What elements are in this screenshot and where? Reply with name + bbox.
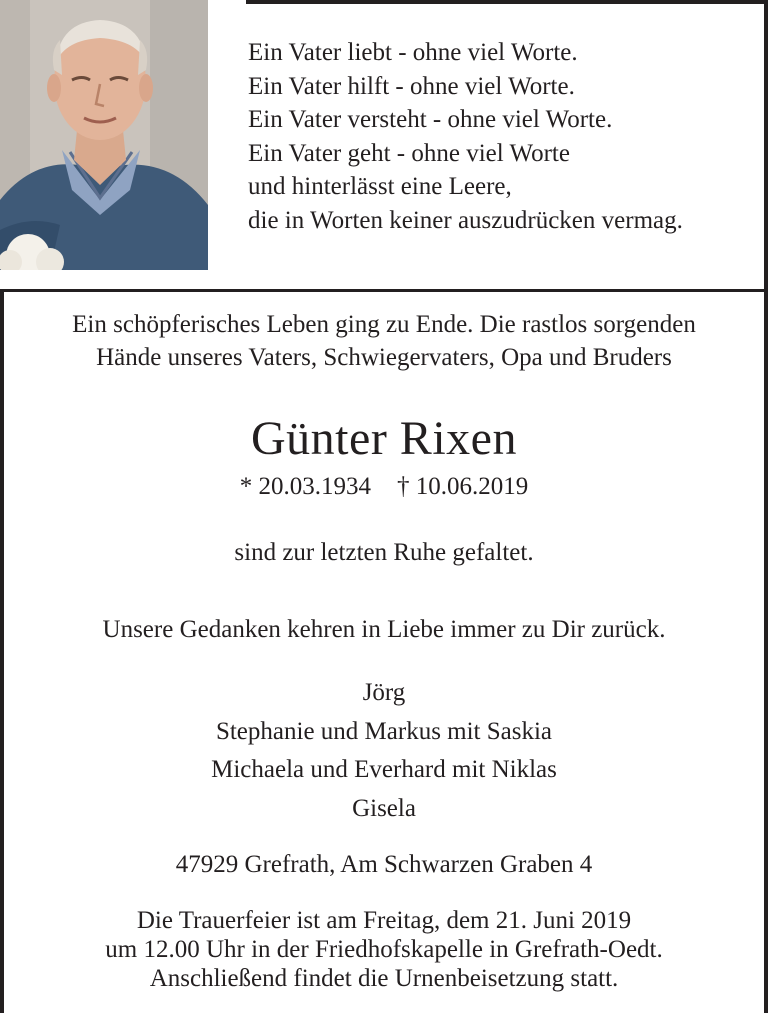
intro-line: Ein schöpferisches Leben ging zu Ende. Die rastlos sorgenden [72,311,696,338]
intro-line: Hände unseres Vaters, Schwiegervaters, Opa und Bruders [96,344,672,371]
family-list [4,674,764,828]
portrait-photo [0,0,208,270]
life-dates [4,470,764,503]
poem-line: Ein Vater liebt - ohne viel Worte. [248,39,578,66]
poem-line: und hinterlässt eine Leere, [248,173,512,200]
frame-line-top [246,0,768,4]
family-member: Jörg [362,679,406,706]
death-date: † 10.06.2019 [397,473,529,500]
deceased-name: Günter Rixen [251,412,517,465]
service-line: Die Trauerfeier ist am Freitag, dem 21. Juni 2019 [136,907,632,934]
intro-text [4,308,764,374]
birth-date: * 20.03.1934 [239,473,371,500]
service-line: Anschließend findet die Urnenbeisetzung statt. [149,965,619,992]
poem [248,36,764,237]
family-member: Michaela und Everhard mit Niklas [211,756,557,783]
frame-line-right [764,289,768,1013]
family-member: Stephanie und Markus mit Saskia [215,717,553,745]
family-member: Gisela [352,794,416,822]
frame-line-left [0,289,4,1013]
service-line: um 12.00 Uhr in der Friedhofskapelle in Grefrath-Oedt. [105,936,663,963]
poem-line: Ein Vater hilft - ohne viel Worte. [248,72,575,100]
service-info [4,906,764,993]
frame-line-middle [0,289,768,292]
rest-line: sind zur letzten Ruhe gefaltet. [234,539,534,566]
portrait-photo-icon [0,0,208,270]
poem-line: Ein Vater versteht - ohne viel Worte. [248,106,613,133]
poem-line: die in Worten keiner auszudrücken vermag. [248,206,683,234]
address: 47929 Grefrath, Am Schwarzen Graben 4 [175,851,593,878]
thoughts-line: Unsere Gedanken kehren in Liebe immer zu Dir zurück. [102,616,666,643]
frame-line-right-top [764,0,768,290]
poem-line: Ein Vater geht - ohne viel Worte [248,139,570,167]
